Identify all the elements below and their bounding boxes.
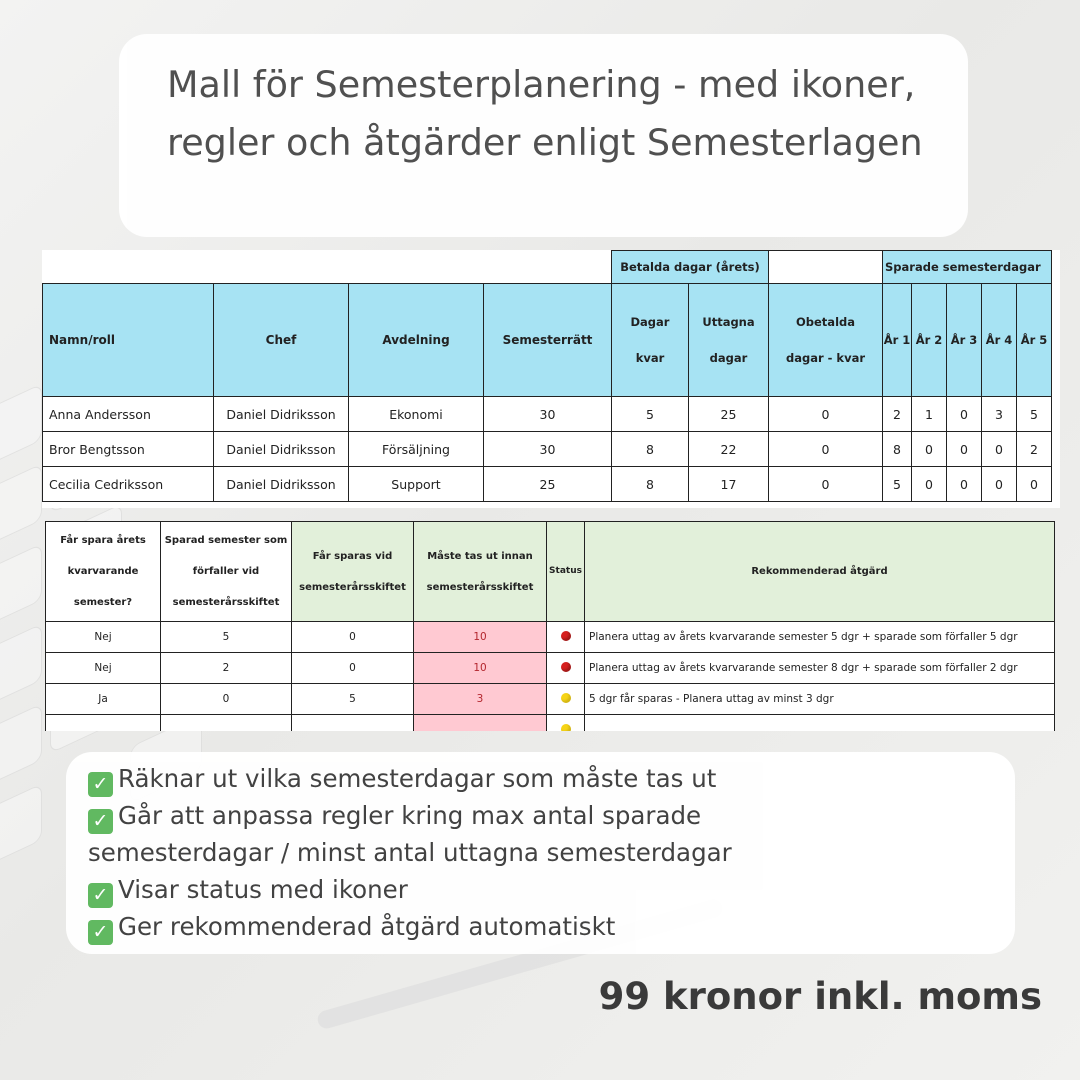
features-card [66, 752, 1015, 954]
cell-ar1: 5 [883, 467, 912, 502]
cell-forfaller: 5 [161, 622, 292, 653]
cell-status [547, 684, 585, 715]
cell-chef: Daniel Didriksson [214, 432, 349, 467]
feature-item: ✓ Visar status med ikoner [88, 871, 998, 908]
table-row [43, 432, 1052, 467]
cell-far-spara: Ja [46, 684, 161, 715]
table-row [46, 622, 1055, 653]
status-yellow-icon [561, 724, 571, 732]
cell-forfaller: 2 [161, 653, 292, 684]
cell-far-spara: Nej [46, 653, 161, 684]
cell-atgard: 5 dgr får sparas - Planera uttag av minst 3 dgr [585, 684, 1055, 715]
header-namn: Namn/roll [43, 284, 214, 397]
status-red-icon [561, 662, 571, 672]
header-maste-tas: Måste tas ut innan semesterårsskiftet [414, 522, 547, 622]
cell-status [547, 622, 585, 653]
cell-forfaller: 0 [161, 684, 292, 715]
cell-maste-tas: 10 [414, 653, 547, 684]
features-list [88, 760, 998, 945]
cell-namn: Bror Bengtsson [43, 432, 214, 467]
cell-chef: Daniel Didriksson [214, 397, 349, 432]
cell-avdelning: Ekonomi [349, 397, 484, 432]
header-obetalda: Obetalda dagar - kvar [769, 284, 883, 397]
header-ar3: År 3 [947, 284, 982, 397]
table-row [43, 397, 1052, 432]
checkmark-icon: ✓ [88, 920, 113, 945]
feature-item-continuation: semesterdagar / minst antal uttagna semesterdagar [88, 838, 732, 867]
cell-ar1: 8 [883, 432, 912, 467]
cell-semesterratt: 30 [484, 432, 612, 467]
cell-far-spara: Nej [46, 622, 161, 653]
cell-ar5: 5 [1017, 397, 1052, 432]
header-atgard: Rekommenderad åtgärd [585, 522, 1055, 622]
cell-sparas-vid: 5 [292, 684, 414, 715]
cell-dagar-kvar: 8 [612, 467, 689, 502]
status-yellow-icon [561, 693, 571, 703]
group-header-sparade: Sparade semesterdagar [883, 251, 1052, 284]
checkmark-icon: ✓ [88, 772, 113, 797]
header-uttagna: Uttagna dagar [689, 284, 769, 397]
cell-ar2: 1 [912, 397, 947, 432]
checkmark-icon: ✓ [88, 883, 113, 908]
cell-ar2: 0 [912, 467, 947, 502]
cell-ar5: 2 [1017, 432, 1052, 467]
table-row-partial [46, 715, 1055, 732]
cell-obetalda: 0 [769, 467, 883, 502]
cell-obetalda: 0 [769, 397, 883, 432]
cell-ar4: 3 [982, 397, 1017, 432]
table-row [46, 684, 1055, 715]
cell-uttagna: 17 [689, 467, 769, 502]
cell-ar3: 0 [947, 432, 982, 467]
cell-chef: Daniel Didriksson [214, 467, 349, 502]
cell-namn: Cecilia Cedriksson [43, 467, 214, 502]
header-ar1: År 1 [883, 284, 912, 397]
cell-semesterratt: 30 [484, 397, 612, 432]
cell-sparas-vid: 0 [292, 622, 414, 653]
page-title: Mall för Semesterplanering - med ikoner, regler och åtgärder enligt Semesterlagen [167, 63, 923, 164]
cell-ar3: 0 [947, 397, 982, 432]
cell-uttagna: 22 [689, 432, 769, 467]
cell-maste-tas: 10 [414, 622, 547, 653]
cell-atgard: Planera uttag av årets kvarvarande semester 8 dgr + sparade som förfaller 2 dgr [585, 653, 1055, 684]
header-semesterratt: Semesterrätt [484, 284, 612, 397]
cell-ar3: 0 [947, 467, 982, 502]
cell-ar4: 0 [982, 432, 1017, 467]
feature-item: ✓ Ger rekommenderad åtgärd automatiskt [88, 908, 998, 945]
header-sparas-vid: Får sparas vid semesterårsskiftet [292, 522, 414, 622]
header-chef: Chef [214, 284, 349, 397]
title-card [119, 34, 968, 237]
cell-status [547, 653, 585, 684]
cell-maste-tas: 3 [414, 684, 547, 715]
checkmark-icon: ✓ [88, 809, 113, 834]
cell-semesterratt: 25 [484, 467, 612, 502]
cell-ar1: 2 [883, 397, 912, 432]
status-red-icon [561, 631, 571, 641]
cell-avdelning: Support [349, 467, 484, 502]
cell-namn: Anna Andersson [43, 397, 214, 432]
feature-item: ✓ Går att anpassa regler kring max antal sparade [88, 797, 998, 834]
header-status: Status [547, 522, 585, 622]
header-forfaller: Sparad semester som förfaller vid semesterårsskiftet [161, 522, 292, 622]
cell-ar2: 0 [912, 432, 947, 467]
cell-sparas-vid: 0 [292, 653, 414, 684]
header-ar5: År 5 [1017, 284, 1052, 397]
price-label: 99 kronor inkl. moms [598, 975, 1042, 1018]
header-dagar-kvar: Dagar kvar [612, 284, 689, 397]
cell-obetalda: 0 [769, 432, 883, 467]
cell-ar4: 0 [982, 467, 1017, 502]
cell-ar5: 0 [1017, 467, 1052, 502]
table-row [43, 467, 1052, 502]
cell-dagar-kvar: 8 [612, 432, 689, 467]
employee-table [42, 250, 1060, 508]
feature-item: ✓ Räknar ut vilka semesterdagar som måste tas ut [88, 760, 998, 797]
header-far-spara: Får spara årets kvarvarande semester? [46, 522, 161, 622]
cell-avdelning: Försäljning [349, 432, 484, 467]
header-ar4: År 4 [982, 284, 1017, 397]
status-table [45, 521, 1055, 731]
header-avdelning: Avdelning [349, 284, 484, 397]
group-header-betalda: Betalda dagar (årets) [612, 251, 769, 284]
header-ar2: År 2 [912, 284, 947, 397]
cell-dagar-kvar: 5 [612, 397, 689, 432]
table-row [46, 653, 1055, 684]
cell-atgard: Planera uttag av årets kvarvarande semester 5 dgr + sparade som förfaller 5 dgr [585, 622, 1055, 653]
cell-uttagna: 25 [689, 397, 769, 432]
